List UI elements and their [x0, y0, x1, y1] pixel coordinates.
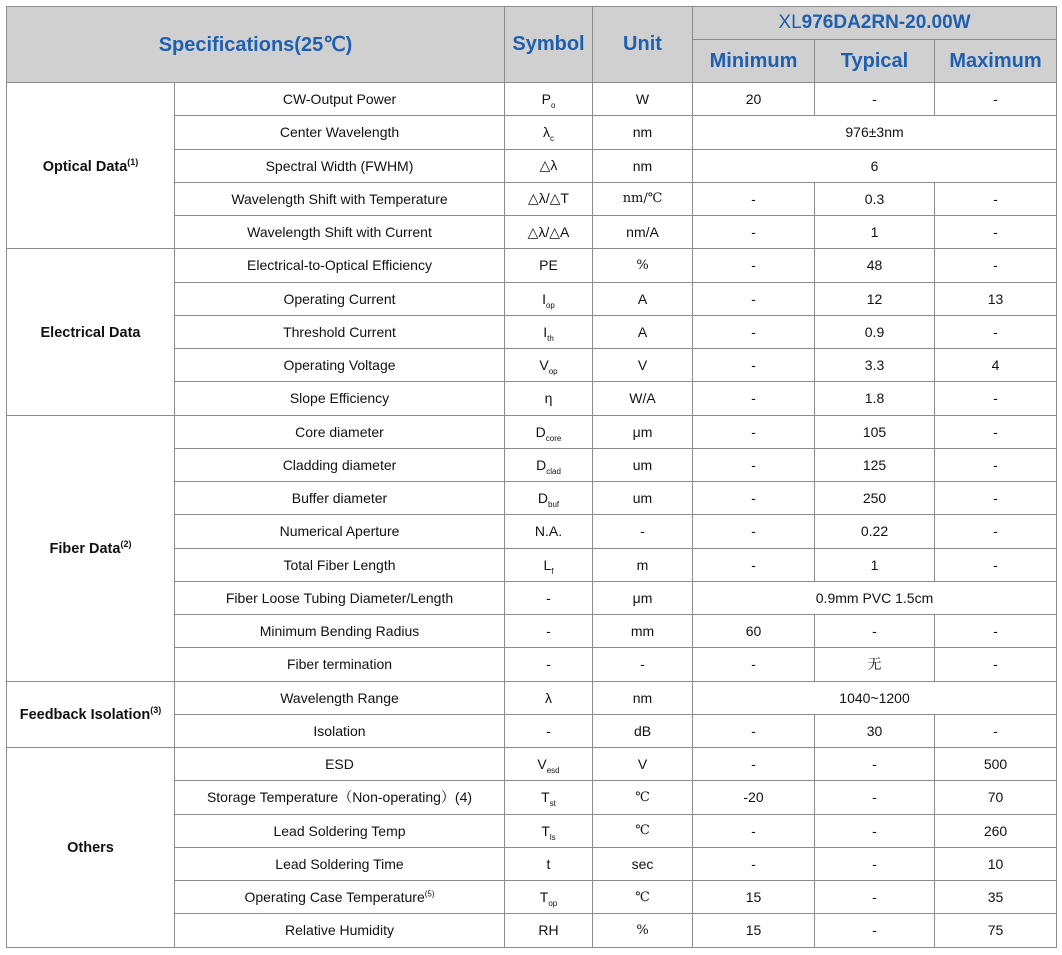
typical-value-cell: 0.22: [815, 515, 935, 548]
parameter-cell: [175, 615, 505, 648]
parameter-name: Relative Humidity: [285, 922, 394, 939]
max-value-cell: -: [935, 482, 1057, 515]
group-footnote-ref: (2): [120, 539, 132, 550]
parameter-cell: [175, 415, 505, 448]
value-span-cell: 0.9mm PVC 1.5cm: [693, 581, 1057, 614]
unit-cell: nm: [593, 681, 693, 714]
symbol-subscript: c: [550, 134, 554, 144]
min-value-cell: -: [693, 315, 815, 348]
parameter-cell: [175, 814, 505, 847]
min-value-cell: -: [693, 648, 815, 681]
typical-value-cell: 1: [815, 548, 935, 581]
symbol-cell: [505, 881, 593, 914]
parameter-cell: [175, 515, 505, 548]
min-value-cell: -: [693, 182, 815, 215]
symbol-text: P: [541, 91, 551, 108]
max-value-cell: -: [935, 83, 1057, 116]
max-value-cell: -: [935, 315, 1057, 348]
parameter-name: Center Wavelength: [279, 124, 400, 141]
typical-value-cell: 1.8: [815, 382, 935, 415]
symbol-cell: [505, 615, 593, 648]
parameter-name: Spectral Width (FWHM): [265, 157, 414, 174]
group-label-feedback: [7, 681, 175, 748]
symbol-subscript: op: [548, 898, 558, 908]
parameter-cell: [175, 748, 505, 781]
symbol-text: -: [546, 656, 551, 673]
parameter-name: CW-Output Power: [282, 91, 397, 108]
parameter-footnote-ref: (5): [424, 889, 435, 899]
symbol-text: D: [536, 456, 547, 473]
max-value-cell: -: [935, 382, 1057, 415]
min-value-cell: 60: [693, 615, 815, 648]
parameter-name: Core diameter: [295, 423, 384, 440]
symbol-text: I: [543, 323, 548, 340]
symbol-subscript: st: [549, 799, 556, 809]
symbol-cell: [505, 814, 593, 847]
min-value-cell: -: [693, 249, 815, 282]
max-value-cell: 13: [935, 282, 1057, 315]
typical-value-cell: 105: [815, 415, 935, 448]
table-row: [7, 249, 1057, 282]
part-number-header: [693, 7, 1057, 40]
typical-header: Typical: [815, 40, 935, 83]
spec-sheet: [6, 6, 1056, 948]
symbol-cell: [505, 548, 593, 581]
unit-cell: W/A: [593, 382, 693, 415]
symbol-text: L: [543, 556, 552, 573]
min-value-cell: -: [693, 548, 815, 581]
parameter-cell: [175, 714, 505, 747]
symbol-header: Symbol: [505, 7, 593, 83]
symbol-text: T: [541, 789, 550, 806]
spec-table-body: [7, 83, 1057, 948]
table-row: [7, 748, 1057, 781]
symbol-cell: [505, 648, 593, 681]
symbol-text: △λ/△A: [527, 223, 570, 240]
max-value-cell: -: [935, 415, 1057, 448]
parameter-cell: [175, 648, 505, 681]
symbol-cell: [505, 847, 593, 880]
header-row-1: [7, 7, 1057, 40]
min-value-cell: -: [693, 748, 815, 781]
min-value-cell: 15: [693, 881, 815, 914]
unit-cell: A: [593, 282, 693, 315]
symbol-text: λ: [543, 124, 550, 141]
symbol-text: V: [537, 756, 547, 773]
parameter-cell: [175, 581, 505, 614]
parameter-name: Buffer diameter: [291, 490, 388, 507]
parameter-name: Numerical Aperture: [279, 523, 400, 540]
parameter-cell: [175, 382, 505, 415]
minimum-header: Minimum: [693, 40, 815, 83]
min-value-cell: -: [693, 482, 815, 515]
unit-cell: A: [593, 315, 693, 348]
max-value-cell: 10: [935, 847, 1057, 880]
symbol-subscript: esd: [546, 765, 560, 775]
min-value-cell: -: [693, 814, 815, 847]
unit-cell: nm/A: [593, 216, 693, 249]
typical-value-cell: 48: [815, 249, 935, 282]
group-label-fiber: [7, 415, 175, 681]
symbol-text: T: [541, 822, 550, 839]
group-label-electrical: [7, 249, 175, 415]
unit-cell: %: [593, 249, 693, 282]
part-number: 976DA2RN-20.00W: [801, 12, 971, 33]
unit-cell: %: [593, 914, 693, 947]
max-value-cell: 500: [935, 748, 1057, 781]
unit-cell: W: [593, 83, 693, 116]
parameter-name: Storage Temperature（Non-operating）(4): [206, 789, 473, 806]
unit-cell: nm: [593, 116, 693, 149]
parameter-cell: [175, 681, 505, 714]
parameter-name: Lead Soldering Time: [275, 855, 404, 872]
symbol-cell: [505, 216, 593, 249]
parameter-name: Operating Current: [283, 290, 396, 307]
parameter-name: Isolation: [313, 722, 366, 739]
parameter-cell: [175, 149, 505, 182]
parameter-name: Wavelength Shift with Temperature: [231, 190, 448, 207]
symbol-text: RH: [538, 922, 559, 939]
parameter-cell: [175, 881, 505, 914]
max-value-cell: 260: [935, 814, 1057, 847]
parameter-cell: [175, 315, 505, 348]
parameter-cell: [175, 282, 505, 315]
max-value-cell: -: [935, 515, 1057, 548]
typical-value-cell: 1: [815, 216, 935, 249]
unit-cell: ℃: [593, 781, 693, 814]
symbol-cell: [505, 681, 593, 714]
symbol-cell: [505, 581, 593, 614]
typical-value-cell: -: [815, 881, 935, 914]
parameter-cell: [175, 249, 505, 282]
spec-title-header: Specifications(25℃): [7, 7, 505, 83]
parameter-cell: [175, 847, 505, 880]
group-label-optical: [7, 83, 175, 249]
parameter-name: Wavelength Shift with Current: [247, 224, 432, 241]
min-value-cell: -: [693, 382, 815, 415]
parameter-name: Minimum Bending Radius: [259, 623, 420, 640]
unit-cell: ℃: [593, 814, 693, 847]
symbol-text: -: [546, 623, 551, 640]
typical-value-cell: 125: [815, 448, 935, 481]
typical-value-cell: -: [815, 914, 935, 947]
min-value-cell: 20: [693, 83, 815, 116]
parameter-name: Operating Case Temperature: [244, 889, 425, 906]
unit-cell: nm: [593, 149, 693, 182]
parameter-name: Fiber termination: [286, 656, 393, 673]
parameter-name: Threshold Current: [283, 323, 396, 340]
symbol-cell: [505, 249, 593, 282]
symbol-cell: [505, 482, 593, 515]
unit-cell: -: [593, 648, 693, 681]
parameter-cell: [175, 781, 505, 814]
parameter-cell: [175, 448, 505, 481]
unit-cell: mm: [593, 615, 693, 648]
unit-cell: ℃: [593, 881, 693, 914]
max-value-cell: 70: [935, 781, 1057, 814]
symbol-cell: [505, 282, 593, 315]
symbol-text: V: [539, 357, 549, 374]
unit-cell: V: [593, 748, 693, 781]
parameter-cell: [175, 182, 505, 215]
parameter-name: Total Fiber Length: [283, 556, 396, 573]
typical-value-cell: -: [815, 781, 935, 814]
unit-cell: m: [593, 548, 693, 581]
max-value-cell: 4: [935, 349, 1057, 382]
group-footnote-ref: (3): [150, 705, 162, 716]
unit-cell: um: [593, 482, 693, 515]
unit-cell: dB: [593, 714, 693, 747]
symbol-cell: [505, 116, 593, 149]
symbol-cell: [505, 515, 593, 548]
group-label-others: [7, 748, 175, 948]
max-value-cell: -: [935, 448, 1057, 481]
max-value-cell: -: [935, 615, 1057, 648]
symbol-subscript: op: [548, 366, 558, 376]
symbol-subscript: th: [547, 333, 554, 343]
min-value-cell: -: [693, 448, 815, 481]
typical-value-cell: 无: [815, 648, 935, 681]
unit-cell: μm: [593, 581, 693, 614]
typical-value-cell: 0.9: [815, 315, 935, 348]
symbol-text: λ: [545, 689, 552, 706]
symbol-text: D: [535, 423, 546, 440]
min-value-cell: -: [693, 714, 815, 747]
max-value-cell: -: [935, 548, 1057, 581]
parameter-cell: [175, 349, 505, 382]
min-value-cell: -: [693, 515, 815, 548]
group-label-text: Electrical Data: [40, 324, 141, 341]
unit-cell: um: [593, 448, 693, 481]
typical-value-cell: -: [815, 615, 935, 648]
max-value-cell: -: [935, 714, 1057, 747]
group-label-text: Feedback Isolation: [19, 707, 151, 724]
min-value-cell: -: [693, 216, 815, 249]
symbol-text: D: [537, 490, 548, 507]
min-value-cell: 15: [693, 914, 815, 947]
parameter-name: Cladding diameter: [282, 456, 397, 473]
symbol-cell: [505, 382, 593, 415]
symbol-subscript: ls: [549, 832, 556, 842]
typical-value-cell: -: [815, 83, 935, 116]
unit-cell: nm/℃: [593, 182, 693, 215]
parameter-name: Electrical-to-Optical Efficiency: [247, 257, 432, 274]
symbol-text: PE: [539, 257, 558, 274]
parameter-name: Operating Voltage: [283, 357, 396, 374]
symbol-cell: [505, 714, 593, 747]
table-row: [7, 681, 1057, 714]
min-value-cell: -: [693, 349, 815, 382]
parameter-cell: [175, 116, 505, 149]
symbol-subscript: core: [545, 433, 562, 443]
symbol-text: -: [546, 589, 551, 606]
unit-cell: V: [593, 349, 693, 382]
typical-value-cell: 250: [815, 482, 935, 515]
max-value-cell: -: [935, 216, 1057, 249]
unit-cell: -: [593, 515, 693, 548]
parameter-cell: [175, 548, 505, 581]
spec-table: [6, 6, 1057, 948]
symbol-cell: [505, 149, 593, 182]
group-label-text: Others: [67, 840, 114, 857]
value-span-cell: 1040~1200: [693, 681, 1057, 714]
parameter-cell: [175, 914, 505, 947]
value-span-cell: 976±3nm: [693, 116, 1057, 149]
symbol-cell: [505, 781, 593, 814]
group-label-text: Fiber Data: [49, 540, 121, 557]
symbol-text: N.A.: [534, 523, 563, 540]
typical-value-cell: -: [815, 748, 935, 781]
typical-value-cell: 12: [815, 282, 935, 315]
symbol-cell: [505, 748, 593, 781]
symbol-text: △λ: [539, 157, 558, 174]
min-value-cell: -20: [693, 781, 815, 814]
symbol-cell: [505, 448, 593, 481]
unit-header: Unit: [593, 7, 693, 83]
maximum-header: Maximum: [935, 40, 1057, 83]
symbol-cell: [505, 182, 593, 215]
value-span-cell: 6: [693, 149, 1057, 182]
symbol-cell: [505, 415, 593, 448]
parameter-name: ESD: [325, 756, 354, 773]
symbol-cell: [505, 349, 593, 382]
min-value-cell: -: [693, 847, 815, 880]
symbol-subscript: clad: [546, 466, 561, 476]
symbol-text: △λ/△T: [528, 190, 569, 207]
max-value-cell: 35: [935, 881, 1057, 914]
typical-value-cell: 30: [815, 714, 935, 747]
parameter-name: Lead Soldering Temp: [273, 822, 406, 839]
symbol-cell: [505, 83, 593, 116]
max-value-cell: -: [935, 648, 1057, 681]
symbol-text: t: [546, 855, 551, 872]
parameter-name: Slope Efficiency: [289, 390, 390, 407]
symbol-text: T: [539, 889, 549, 906]
typical-value-cell: -: [815, 814, 935, 847]
typical-value-cell: 0.3: [815, 182, 935, 215]
max-value-cell: 75: [935, 914, 1057, 947]
min-value-cell: -: [693, 415, 815, 448]
typical-value-cell: -: [815, 847, 935, 880]
group-footnote-ref: (1): [127, 156, 139, 167]
symbol-text: I: [542, 290, 546, 307]
part-prefix: XL: [778, 12, 802, 33]
max-value-cell: -: [935, 182, 1057, 215]
max-value-cell: -: [935, 249, 1057, 282]
parameter-cell: [175, 216, 505, 249]
symbol-subscript: buf: [548, 499, 560, 509]
symbol-text: -: [546, 722, 551, 739]
symbol-text: η: [544, 390, 553, 407]
group-label-text: Optical Data: [42, 158, 128, 175]
symbol-cell: [505, 315, 593, 348]
typical-value-cell: 3.3: [815, 349, 935, 382]
parameter-name: Wavelength Range: [280, 689, 399, 706]
symbol-subscript: o: [550, 100, 556, 110]
table-row: [7, 415, 1057, 448]
unit-cell: μm: [593, 415, 693, 448]
symbol-subscript: op: [545, 300, 555, 310]
table-row: [7, 83, 1057, 116]
symbol-subscript: f: [551, 566, 554, 576]
parameter-cell: [175, 83, 505, 116]
parameter-name: Fiber Loose Tubing Diameter/Length: [225, 589, 454, 606]
parameter-cell: [175, 482, 505, 515]
min-value-cell: -: [693, 282, 815, 315]
unit-cell: sec: [593, 847, 693, 880]
symbol-cell: [505, 914, 593, 947]
